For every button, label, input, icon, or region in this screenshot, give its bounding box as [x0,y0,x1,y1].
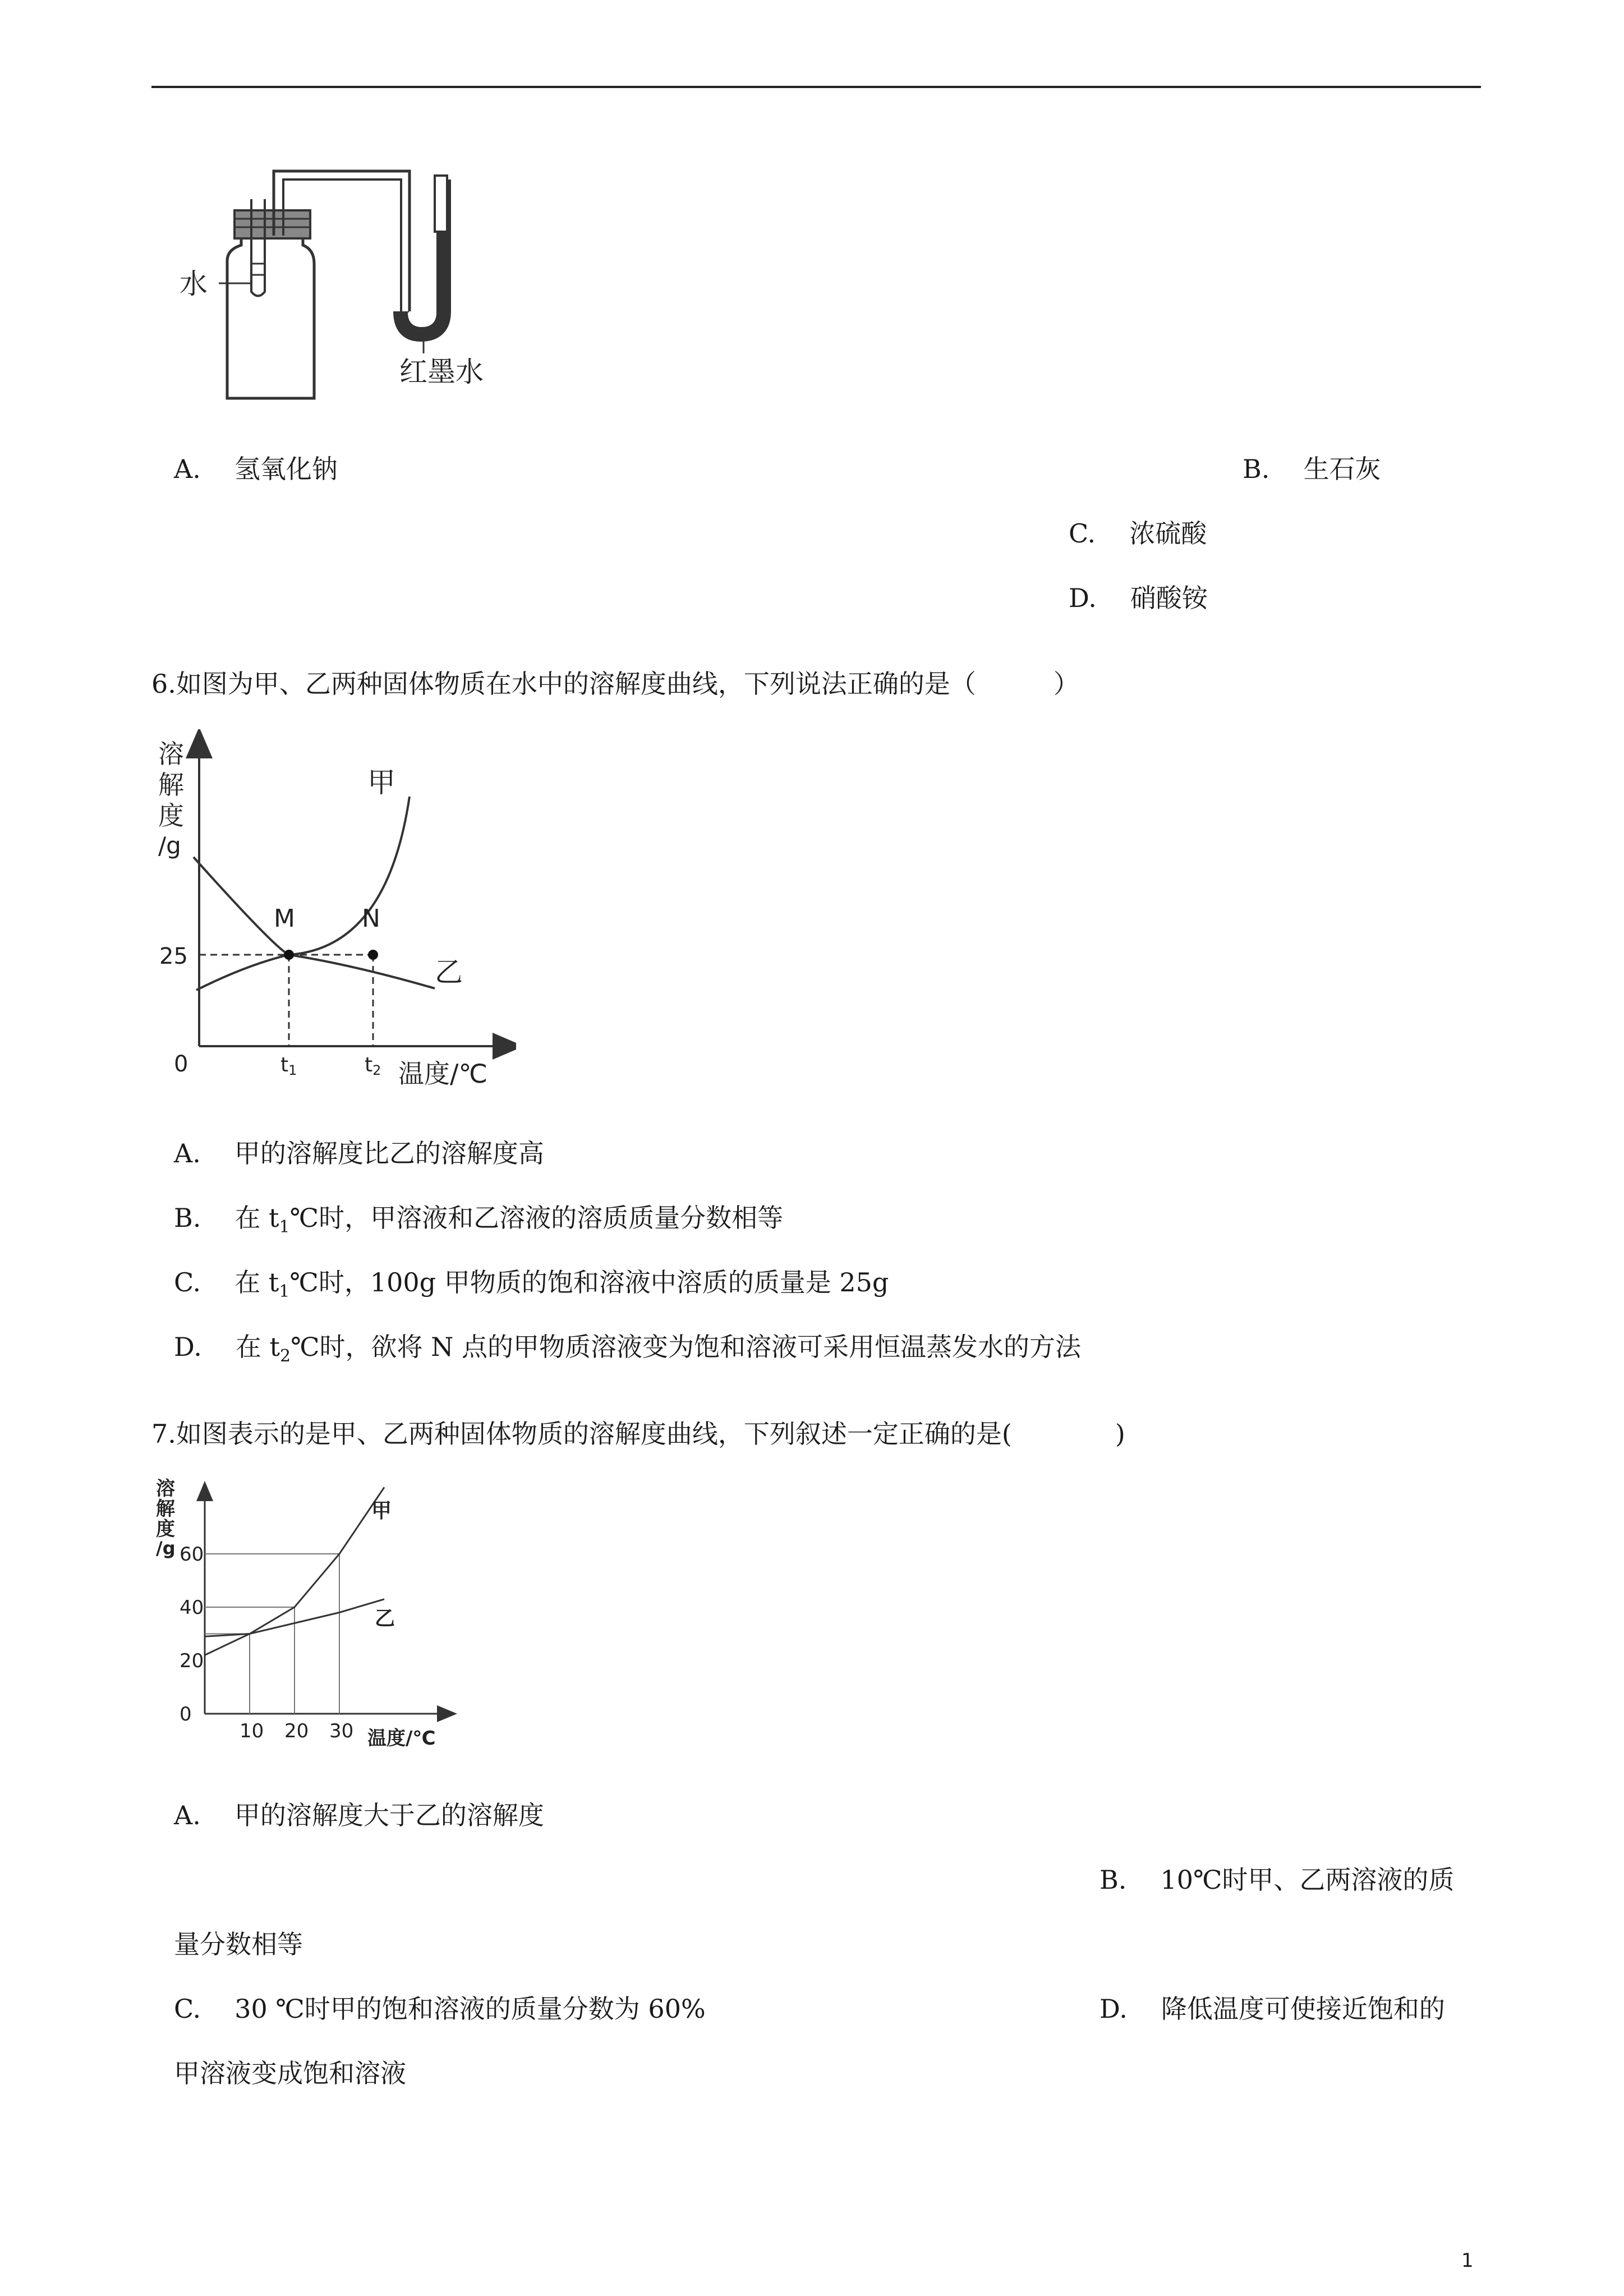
q6-option-c[interactable] [174,1262,889,1301]
option-text-post: ℃时，100g 甲物质的饱和溶液中溶质的质量是 25g [289,1267,889,1297]
q7-solubility-chart [151,1473,466,1753]
option-text: 10℃时甲、乙两溶液的质 [1160,1865,1455,1895]
option-subscript: 2 [279,1346,291,1366]
option-text: 30 ℃时甲的饱和溶液的质量分数为 60% [234,1994,706,2024]
option-text: 氢氧化钠 [234,454,338,484]
y-tick-40: 40 [180,1596,204,1619]
option-letter: A. [174,454,201,484]
series-a-label: 甲 [371,1499,392,1522]
label-red-ink: 红墨水 [399,356,484,388]
option-letter: B. [174,1203,201,1233]
series-b-label: 乙 [375,1607,395,1630]
y-label-2: 解 [158,770,184,800]
x-tick-t1: t1 [280,1053,297,1078]
option-text: 生石灰 [1303,454,1381,484]
y-tick-60: 60 [180,1543,204,1566]
series-b-curve [196,955,435,990]
origin-label: 0 [174,1051,188,1077]
option-text: 甲的溶解度比乙的溶解度高 [234,1138,544,1168]
point-m-label: M [274,904,295,933]
option-text: 硝酸铵 [1130,583,1208,613]
x-tick-10: 10 [240,1720,264,1742]
page-number: 1 [1461,2249,1474,2272]
option-letter: D. [174,1332,202,1362]
option-letter: D. [1069,583,1097,613]
q7-option-d[interactable] [1099,1989,1445,2026]
y-label-4: /g [158,832,181,859]
q7-option-b[interactable] [1099,1860,1454,1897]
q6-option-d[interactable] [174,1327,1081,1366]
point-m-dot [284,950,294,960]
point-n-dot [368,950,378,960]
option-text-pre: 在 t [234,1267,279,1297]
x-label: 温度/℃ [367,1727,436,1750]
y-label-1: 溶 [158,739,184,769]
y-tick-25: 25 [159,944,188,969]
apparatus-figure [168,165,516,412]
x-label: 温度/℃ [398,1059,488,1089]
series-b-label: 乙 [435,956,463,988]
option-text: 浓硫酸 [1129,518,1207,549]
q6-option-b[interactable] [174,1198,783,1237]
x-tick-30: 30 [329,1720,354,1742]
series-a-label: 甲 [367,766,395,799]
q5-option-c[interactable] [1069,513,1207,550]
y-tick-20: 20 [180,1650,204,1672]
label-water: 水 [180,268,208,300]
q7-option-c[interactable] [174,1989,706,2026]
q5-option-a[interactable] [174,449,338,486]
y-label-4: /g [156,1538,176,1559]
q6-option-a[interactable] [174,1133,544,1170]
x-tick-t2: t2 [365,1053,381,1078]
y-label-1: 溶 [156,1478,175,1500]
x-tick-20: 20 [284,1720,309,1742]
option-subscript: 1 [279,1282,290,1302]
option-text-post: ℃时，欲将 N 点的甲物质溶液变为饱和溶液可采用恒温蒸发水的方法 [291,1332,1082,1362]
option-letter: C. [174,1994,201,2024]
option-letter: B. [1099,1865,1127,1895]
q7-option-b-cont: 量分数相等 [174,1929,303,1959]
q6-solubility-chart [151,729,516,1094]
option-subscript: 1 [279,1217,290,1237]
option-letter: D. [1099,1994,1128,2024]
option-text: 甲的溶解度大于乙的溶解度 [234,1800,544,1830]
q7-option-d-cont: 甲溶液变成饱和溶液 [174,2058,406,2088]
q5-option-b[interactable] [1243,449,1381,486]
y-label-3: 度 [158,800,184,831]
q7-option-a[interactable] [174,1795,544,1832]
option-letter: C. [174,1267,201,1297]
point-n-label: N [362,904,380,933]
delivery-tube [274,171,410,311]
header-rule [151,86,1481,88]
y-tick-0: 0 [180,1703,192,1726]
q6-stem: 6.如图为甲、乙两种固体物质在水中的溶解度曲线，下列说法正确的是（ ） [151,669,1079,699]
q7-stem: 7.如图表示的是甲、乙两种固体物质的溶解度曲线，下列叙述一定正确的是( ) [151,1419,1125,1449]
option-text-pre: 在 t [234,1203,279,1233]
option-letter: A. [174,1800,201,1830]
option-letter: A. [174,1138,201,1168]
y-label-2: 解 [156,1498,175,1520]
q5-option-d[interactable] [1069,578,1208,615]
y-label-3: 度 [156,1518,175,1540]
option-letter: B. [1243,454,1270,484]
option-text-pre: 在 t [235,1332,280,1362]
option-text: 降低温度可使接近饱和的 [1161,1994,1445,2024]
option-letter: C. [1069,518,1096,549]
option-text-post: ℃时，甲溶液和乙溶液的溶质质量分数相等 [289,1203,784,1233]
bottle-body [227,236,314,398]
